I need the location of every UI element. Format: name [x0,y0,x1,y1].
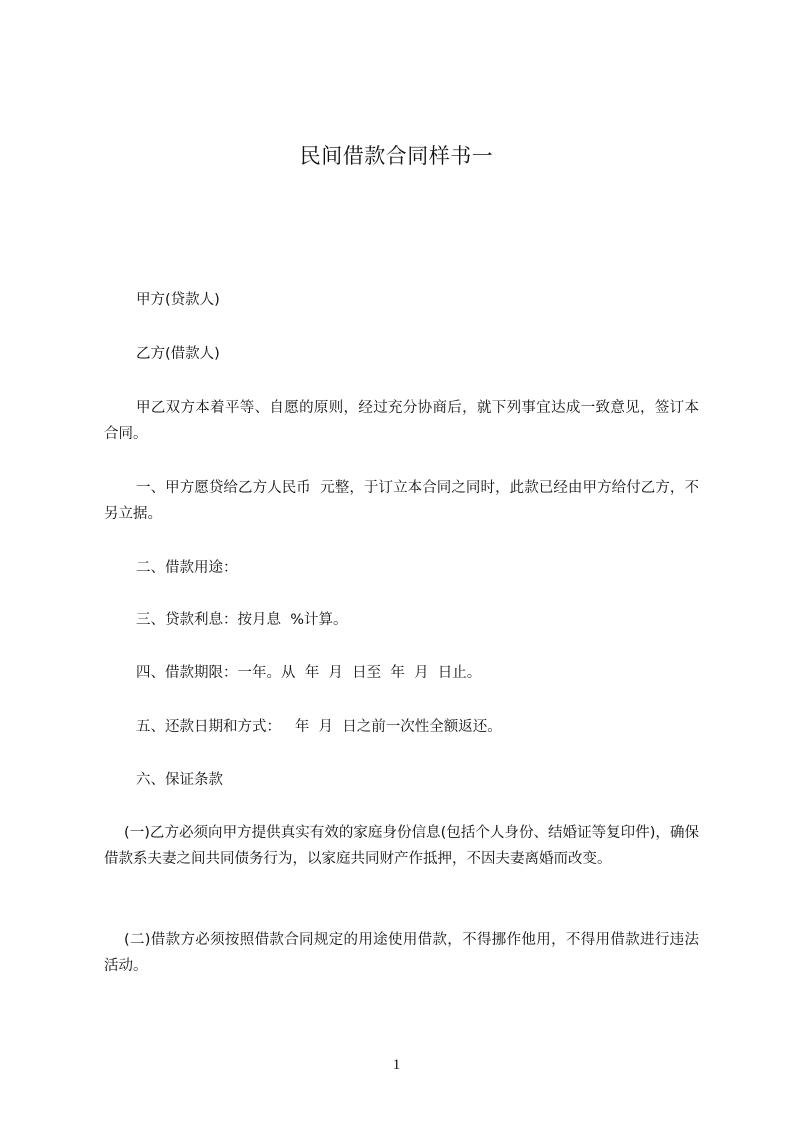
clause-6-2-paragraph: (二)借款方必须按照借款合同规定的用途使用借款，不得挪作他用，不得用借款进行违法活动。 [104,932,699,974]
clause-3-line: 三、贷款利息：按月息 %计算。 [136,612,348,628]
clause-5-line: 五、还款日期和方式： 年 月 日之前一次性全额返还。 [136,719,502,735]
document-title: 民间借款合同样书一 [299,144,494,168]
clause-1-paragraph: 一、甲方愿贷给乙方人民币 元整，于订立本合同之同时，此款已经由甲方给付乙方，不另立据。 [104,480,699,522]
page-number: 1 [392,1057,401,1073]
party-b-line: 乙方(借款人) [136,346,220,362]
clause-6-1-paragraph: (一)乙方必须向甲方提供真实有效的家庭身份信息(包括个人身份、结婚证等复印件)，确保借款系夫妻之间共同债务行为，以家庭共同财产作抵押，不因夫妻离婚而改变。 [104,825,699,867]
preamble-paragraph: 甲乙双方本着平等、自愿的原则，经过充分协商后，就下列事宜达成一致意见，签订本合同。 [104,400,699,442]
clause-4-line: 四、借款期限：一年。从 年 月 日至 年 月 日止。 [136,665,482,681]
party-a-line: 甲方(贷款人) [136,292,220,308]
clause-2-line: 二、借款用途： [136,560,238,576]
clause-6-heading: 六、保证条款 [136,772,223,788]
